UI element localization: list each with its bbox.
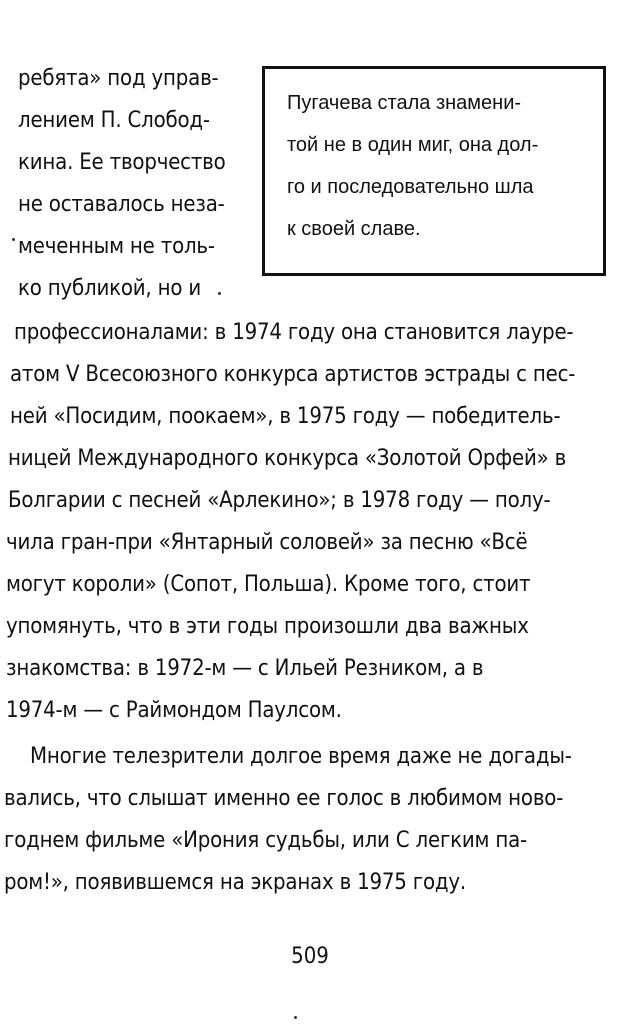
text-line: могут короли» (Сопот, Польша). Кроме того, стоит (6, 572, 531, 597)
text-line: 1974-м — с Раймондом Паулсом. (6, 698, 342, 723)
pull-quote-line: к своей славе. (287, 218, 421, 240)
text-line: упомянуть, что в эти годы произошли два важных (6, 614, 529, 639)
text-line: Многие телезрители долгое время даже не догады- (30, 744, 572, 769)
text-line: ко публикой, но и (18, 276, 201, 301)
pull-quote-line: Пугачева стала знамени- (287, 92, 522, 114)
text-line: ницей Международного конкурса «Золотой Орфей» в (8, 446, 567, 471)
page-number: 509 (291, 944, 329, 969)
text-line: атом V Всесоюзного конкурса артистов эстрады с пес- (10, 362, 576, 387)
text-line: профессионалами: в 1974 году она становится лауре- (14, 320, 574, 345)
text-line: знакомства: в 1972-м — с Ильей Резником, а в (6, 656, 484, 681)
text-line: меченным не толь- (18, 234, 215, 259)
text-line: годнем фильме «Ирония судьбы, или С легким па- (4, 828, 527, 853)
text-line: ней «Посидим, поокаем», в 1975 году — победитель- (10, 404, 561, 429)
pull-quote-line: го и последовательно шла (287, 176, 534, 198)
text-line: Болгарии с песней «Арлекино»; в 1978 году — полу- (8, 488, 551, 513)
text-line: кина. Ее творчество (18, 150, 226, 175)
pull-quote-line: той не в один миг, она дол- (287, 134, 539, 156)
text-line: лением П. Слобод- (18, 108, 210, 133)
text-line: не оставалось неза- (18, 192, 225, 217)
pull-quote-box (262, 66, 606, 276)
scan-speck (12, 238, 15, 241)
text-line: вались, что слышат именно ее голос в любимом ново- (4, 786, 564, 811)
scan-speck (294, 1016, 297, 1019)
text-line: чила гран-при «Янтарный соловей» за песню «Всё (6, 530, 528, 555)
scan-speck (218, 292, 221, 295)
text-line: ром!», появившемся на экранах в 1975 году. (4, 870, 466, 895)
text-line: ребята» под управ- (18, 66, 219, 91)
